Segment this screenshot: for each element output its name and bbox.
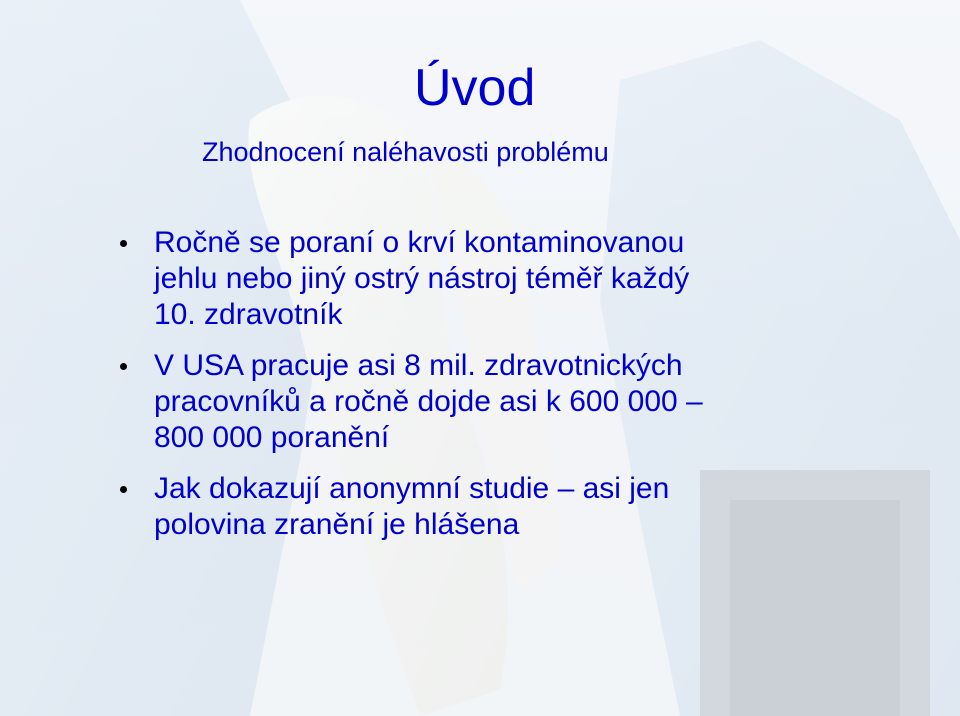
bullet-line: 10. zdravotník [154, 298, 343, 331]
bullet-line: Jak dokazují anonymní studie – asi jen [154, 472, 670, 505]
bullet-line: polovina zranění je hlášena [154, 508, 520, 541]
bullet-dot-icon [120, 240, 127, 247]
bullet-item [118, 225, 838, 333]
bullet-line: pracovníků a ročně dojde asi k 600 000 – [154, 385, 703, 418]
bullet-line: 800 000 poranění [154, 421, 390, 454]
bullet-line: jehlu nebo jiný ostrý nástroj téměř každý [154, 262, 690, 295]
slide-title: Úvod [414, 59, 536, 117]
bullet-dot-icon [120, 486, 127, 493]
bullet-dot-icon [120, 363, 127, 370]
bullet-item [118, 471, 838, 543]
slide-subtitle: Zhodnocení naléhavosti problému [202, 137, 609, 167]
bullet-item [118, 348, 838, 456]
bullet-list [118, 225, 838, 558]
bullet-line: V USA pracuje asi 8 mil. zdravotnických [154, 349, 683, 382]
bullet-line: Ročně se poraní o krví kontaminovanou [154, 226, 685, 259]
